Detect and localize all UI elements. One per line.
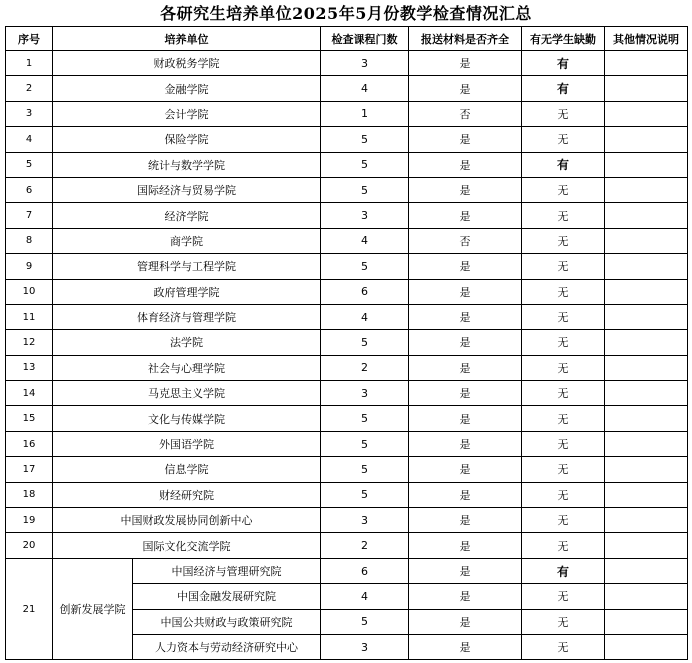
row-materials: 是: [409, 457, 522, 482]
sub-courses: 6: [321, 558, 409, 583]
sub-materials: 是: [409, 558, 522, 583]
summary-table: [5, 26, 688, 660]
row-absence: 无: [522, 381, 605, 406]
group-seq: 21: [6, 558, 53, 660]
sub-absence: 无: [522, 584, 605, 609]
row-unit: 信息学院: [53, 457, 321, 482]
row-courses: 1: [321, 101, 409, 126]
page-title: 各研究生培养单位2025年5月份教学检查情况汇总: [160, 4, 532, 23]
row-materials: 是: [409, 127, 522, 152]
sub-materials: 是: [409, 609, 522, 634]
table-row: [6, 355, 688, 380]
sub-unit: 中国经济与管理研究院: [133, 558, 321, 583]
sub-materials: 是: [409, 634, 522, 659]
sub-courses: 4: [321, 584, 409, 609]
row-materials: 是: [409, 330, 522, 355]
row-absence: 无: [522, 127, 605, 152]
table-row: [6, 127, 688, 152]
header-notes: 其他情况说明: [605, 27, 688, 51]
row-notes: [605, 533, 688, 558]
sub-notes: [605, 584, 688, 609]
header-row: [6, 27, 688, 51]
row-seq: 12: [6, 330, 53, 355]
row-notes: [605, 482, 688, 507]
row-notes: [605, 76, 688, 101]
sub-courses: 5: [321, 609, 409, 634]
row-notes: [605, 279, 688, 304]
row-absence: 无: [522, 254, 605, 279]
row-absence: 有: [522, 51, 605, 76]
row-notes: [605, 431, 688, 456]
row-absence: 无: [522, 508, 605, 533]
row-seq: 11: [6, 304, 53, 329]
row-absence: 无: [522, 304, 605, 329]
row-unit: 文化与传媒学院: [53, 406, 321, 431]
row-materials: 是: [409, 508, 522, 533]
row-unit: 法学院: [53, 330, 321, 355]
row-notes: [605, 355, 688, 380]
header-absence: 有无学生缺勤: [522, 27, 605, 51]
table-row: [6, 508, 688, 533]
table-row: [6, 381, 688, 406]
row-unit: 国际文化交流学院: [53, 533, 321, 558]
row-materials: 是: [409, 254, 522, 279]
sub-absence: 无: [522, 609, 605, 634]
row-seq: 7: [6, 203, 53, 228]
table-row: [6, 533, 688, 558]
row-materials: 否: [409, 228, 522, 253]
row-notes: [605, 51, 688, 76]
row-seq: 19: [6, 508, 53, 533]
table-row: [6, 228, 688, 253]
header-courses: 检查课程门数: [321, 27, 409, 51]
row-seq: 3: [6, 101, 53, 126]
row-unit: 体育经济与管理学院: [53, 304, 321, 329]
row-courses: 5: [321, 482, 409, 507]
row-seq: 5: [6, 152, 53, 177]
sub-absence: 有: [522, 558, 605, 583]
row-seq: 15: [6, 406, 53, 431]
table-row: [6, 152, 688, 177]
row-seq: 16: [6, 431, 53, 456]
row-notes: [605, 127, 688, 152]
row-unit: 财政税务学院: [53, 51, 321, 76]
row-absence: 无: [522, 177, 605, 202]
table-row: [6, 177, 688, 202]
row-seq: 1: [6, 51, 53, 76]
row-courses: 3: [321, 203, 409, 228]
row-courses: 6: [321, 279, 409, 304]
row-unit: 财经研究院: [53, 482, 321, 507]
row-seq: 2: [6, 76, 53, 101]
row-notes: [605, 152, 688, 177]
row-seq: 4: [6, 127, 53, 152]
table-row: [6, 101, 688, 126]
table-row: [6, 330, 688, 355]
row-courses: 5: [321, 330, 409, 355]
row-unit: 会计学院: [53, 101, 321, 126]
header-unit: 培养单位: [53, 27, 321, 51]
row-courses: 2: [321, 533, 409, 558]
row-materials: 是: [409, 533, 522, 558]
row-absence: 无: [522, 203, 605, 228]
row-materials: 是: [409, 203, 522, 228]
row-absence: 无: [522, 279, 605, 304]
row-absence: 无: [522, 101, 605, 126]
row-absence: 无: [522, 431, 605, 456]
row-unit: 保险学院: [53, 127, 321, 152]
sub-absence: 无: [522, 634, 605, 659]
row-courses: 4: [321, 76, 409, 101]
row-unit: 马克思主义学院: [53, 381, 321, 406]
row-notes: [605, 254, 688, 279]
row-courses: 5: [321, 457, 409, 482]
row-materials: 是: [409, 279, 522, 304]
row-seq: 6: [6, 177, 53, 202]
row-notes: [605, 381, 688, 406]
row-notes: [605, 508, 688, 533]
row-notes: [605, 457, 688, 482]
row-notes: [605, 177, 688, 202]
row-seq: 9: [6, 254, 53, 279]
sub-notes: [605, 558, 688, 583]
row-notes: [605, 304, 688, 329]
row-unit: 中国财政发展协同创新中心: [53, 508, 321, 533]
sub-unit: 人力资本与劳动经济研究中心: [133, 634, 321, 659]
row-materials: 是: [409, 431, 522, 456]
row-materials: 是: [409, 482, 522, 507]
group-name: 创新发展学院: [53, 558, 133, 660]
row-absence: 无: [522, 533, 605, 558]
row-absence: 无: [522, 482, 605, 507]
row-materials: 是: [409, 381, 522, 406]
row-unit: 国际经济与贸易学院: [53, 177, 321, 202]
row-absence: 无: [522, 457, 605, 482]
row-courses: 5: [321, 431, 409, 456]
sub-notes: [605, 634, 688, 659]
table-row: [6, 482, 688, 507]
table-row: [6, 279, 688, 304]
row-materials: 否: [409, 101, 522, 126]
table-row: [6, 431, 688, 456]
row-unit: 政府管理学院: [53, 279, 321, 304]
row-unit: 社会与心理学院: [53, 355, 321, 380]
row-absence: 有: [522, 152, 605, 177]
row-materials: 是: [409, 76, 522, 101]
row-materials: 是: [409, 152, 522, 177]
row-seq: 8: [6, 228, 53, 253]
row-courses: 5: [321, 406, 409, 431]
row-courses: 2: [321, 355, 409, 380]
row-notes: [605, 406, 688, 431]
row-courses: 3: [321, 51, 409, 76]
row-absence: 无: [522, 330, 605, 355]
row-seq: 18: [6, 482, 53, 507]
row-absence: 有: [522, 76, 605, 101]
row-materials: 是: [409, 406, 522, 431]
table-row: [6, 76, 688, 101]
sub-notes: [605, 609, 688, 634]
sub-courses: 3: [321, 634, 409, 659]
table-row: [6, 254, 688, 279]
row-courses: 5: [321, 177, 409, 202]
row-absence: 无: [522, 406, 605, 431]
table-row: [6, 457, 688, 482]
row-materials: 是: [409, 355, 522, 380]
row-unit: 统计与数学学院: [53, 152, 321, 177]
table-row: [6, 406, 688, 431]
row-seq: 20: [6, 533, 53, 558]
row-seq: 14: [6, 381, 53, 406]
row-seq: 10: [6, 279, 53, 304]
sub-unit: 中国公共财政与政策研究院: [133, 609, 321, 634]
row-courses: 5: [321, 152, 409, 177]
table-row: [6, 51, 688, 76]
row-absence: 无: [522, 355, 605, 380]
row-unit: 商学院: [53, 228, 321, 253]
row-materials: 是: [409, 177, 522, 202]
header-materials: 报送材料是否齐全: [409, 27, 522, 51]
row-notes: [605, 101, 688, 126]
header-seq: 序号: [6, 27, 53, 51]
table-row: [6, 304, 688, 329]
row-absence: 无: [522, 228, 605, 253]
table-row: [6, 558, 688, 583]
sub-materials: 是: [409, 584, 522, 609]
row-courses: 4: [321, 304, 409, 329]
row-materials: 是: [409, 304, 522, 329]
row-unit: 外国语学院: [53, 431, 321, 456]
row-courses: 3: [321, 508, 409, 533]
row-seq: 17: [6, 457, 53, 482]
row-seq: 13: [6, 355, 53, 380]
row-notes: [605, 228, 688, 253]
table-row: [6, 203, 688, 228]
row-courses: 5: [321, 127, 409, 152]
row-unit: 金融学院: [53, 76, 321, 101]
row-notes: [605, 203, 688, 228]
row-courses: 5: [321, 254, 409, 279]
sub-unit: 中国金融发展研究院: [133, 584, 321, 609]
row-unit: 经济学院: [53, 203, 321, 228]
row-courses: 4: [321, 228, 409, 253]
row-unit: 管理科学与工程学院: [53, 254, 321, 279]
row-courses: 3: [321, 381, 409, 406]
row-materials: 是: [409, 51, 522, 76]
row-notes: [605, 330, 688, 355]
